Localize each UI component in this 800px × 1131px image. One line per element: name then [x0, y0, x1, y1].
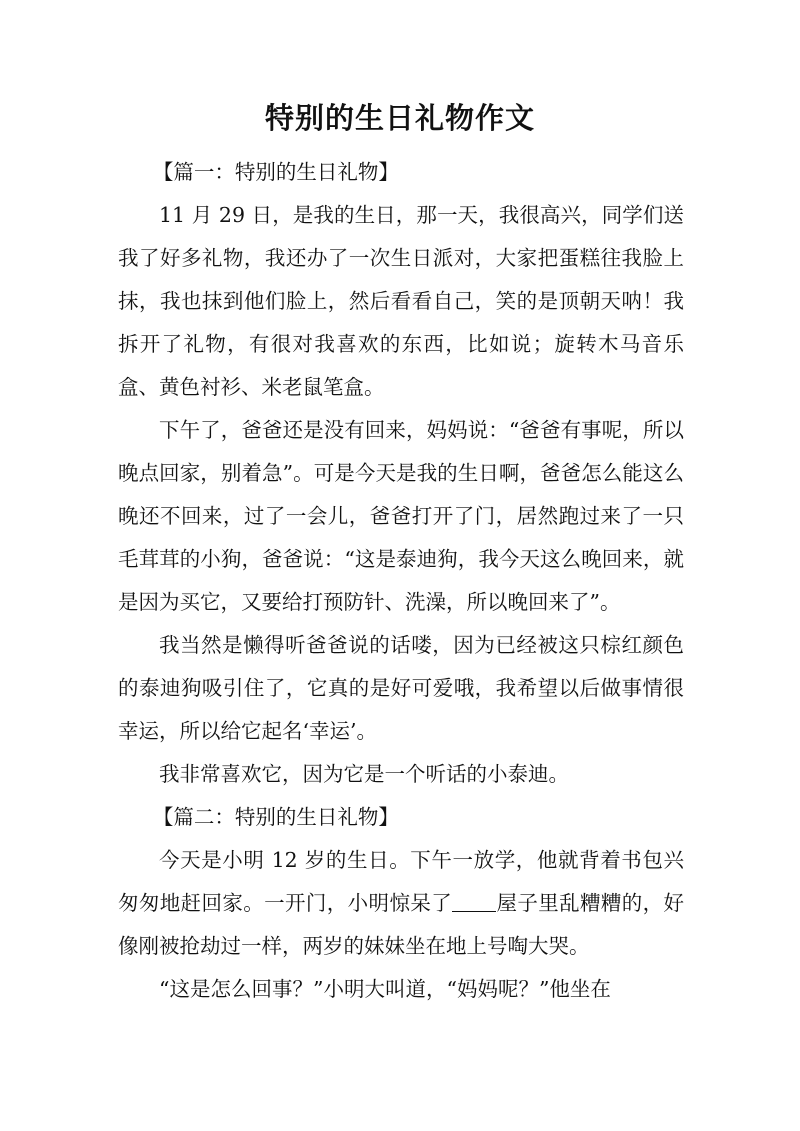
section-heading-2: 【篇二：特别的生日礼物】 [152, 805, 399, 829]
paragraph: “这是怎么回事？”小明大叫道，“妈妈呢？”他坐在 [159, 977, 611, 1001]
section-heading-1: 【篇一：特别的生日礼物】 [152, 160, 399, 184]
document-title: 特别的生日礼物作文 [264, 101, 535, 135]
paragraph: 下午了，爸爸还是没有回来，妈妈说：“爸爸有事呢，所以晚点回家，别着急”。可是今天是我的生日啊，爸爸怎么能这么晚还不回来，过了一会儿，爸爸打开了门，居然跑过来了一只毛茸茸的小狗，爸爸说：“这是泰迪狗，我今天这么晚回来，就是因为买它，又要给打预防针、洗澡，所以晚回来了”。 [118, 418, 684, 614]
paragraph-text: 屋子里乱糟糟的，好像刚被抢劫过一样，两岁的妹妹坐在地上号啕大哭。 [118, 891, 685, 958]
paragraph: 11 月 29 日，是我的生日，那一天，我很高兴，同学们送我了好多礼物，我还办了一次生日派对，大家把蛋糕往我脸上抹，我也抹到他们脸上，然后看看自己，笑的是顶朝天呐！我拆开了礼物，有很对我喜欢的东西，比如说；旋转木马音乐盒、黄色衬衫、米老鼠笔盒。 [118, 203, 684, 399]
document-body [118, 151, 684, 1011]
paragraph-text: 今天是小明 12 岁的生日。下午一放学，他就背着书包兴匆匆地赶回家。一开门，小明惊呆了 [118, 848, 684, 915]
paragraph: 我当然是懒得听爸爸说的话喽，因为已经被这只棕红颜色的泰迪狗吸引住了，它真的是好可爱哦，我希望以后做事情很幸运，所以给它起名‘幸运’。 [118, 633, 684, 743]
paragraph: 我非常喜欢它，因为它是一个听话的小泰迪。 [159, 762, 569, 786]
paragraph [118, 839, 684, 968]
fill-in-blank [452, 891, 496, 913]
